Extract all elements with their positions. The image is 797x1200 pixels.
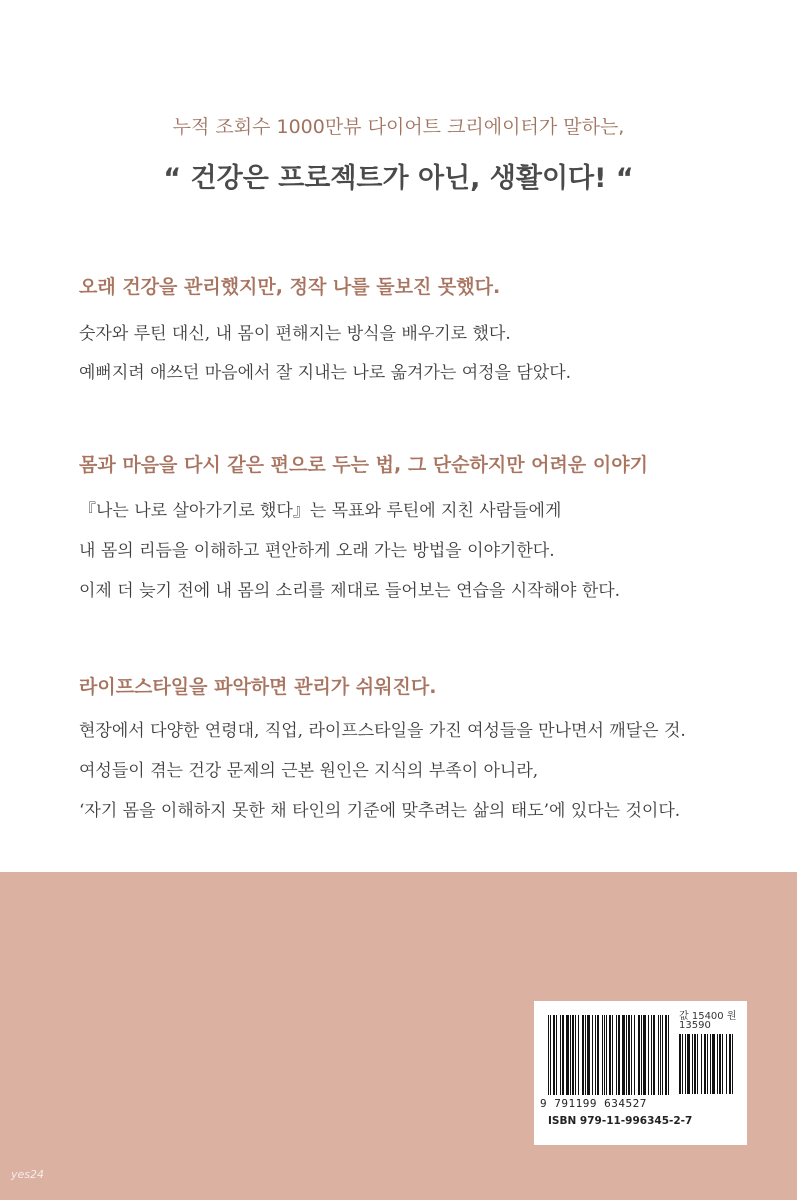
watermark-logo: yes24 [11, 1168, 45, 1181]
section-2-line-3: 이제 더 늦기 전에 내 몸의 소리를 제대로 들어보는 연습을 시작해야 한다. [79, 581, 621, 601]
section-1-heading: 오래 건강을 관리했지만, 정작 나를 돌보진 못했다. [79, 276, 501, 298]
intro-subtitle: 누적 조회수 1000만뷰 다이어트 크리에이터가 말하는, [172, 116, 625, 138]
section-2-line-2: 내 몸의 리듬을 이해하고 편안하게 오래 가는 방법을 이야기한다. [79, 541, 555, 561]
barcode-main-bars [548, 1015, 672, 1095]
intro-headline: “ 건강은 프로젝트가 아닌, 생활이다! “ [163, 163, 634, 194]
addon-code: 13590 [679, 1020, 711, 1031]
section-3-heading: 라이프스타일을 파악하면 관리가 쉬워진다. [79, 676, 437, 698]
barcode-addon-bars [679, 1034, 733, 1094]
section-2-line-1: 『나는 나로 살아가기로 했다』는 목표와 루틴에 지친 사람들에게 [79, 501, 562, 521]
section-1-line-2: 예뻐지려 애쓰던 마음에서 잘 지내는 나로 옮겨가는 여정을 담았다. [79, 363, 572, 383]
section-3-line-1: 현장에서 다양한 연령대, 직업, 라이프스타일을 가진 여성들을 만나면서 깨달은 것. [79, 721, 686, 741]
price-text: 값 15400 원 [679, 1011, 737, 1022]
section-1-line-1: 숫자와 루틴 대신, 내 몸이 편해지는 방식을 배우기로 했다. [79, 324, 511, 344]
barcode-label [534, 1001, 747, 1145]
section-2-heading: 몸과 마음을 다시 같은 편으로 두는 법, 그 단순하지만 어려운 이야기 [79, 454, 648, 476]
section-3-line-2: 여성들이 겪는 건강 문제의 근본 원인은 지식의 부족이 아니라, [79, 761, 539, 781]
section-3-line-3: ‘자기 몸을 이해하지 못한 채 타인의 기준에 맞추려는 삶의 태도’에 있다는 것이다. [79, 801, 681, 821]
isbn-text: ISBN 979-11-996345-2-7 [548, 1115, 693, 1127]
barcode-digits: 9 791199 634527 [540, 1097, 647, 1110]
